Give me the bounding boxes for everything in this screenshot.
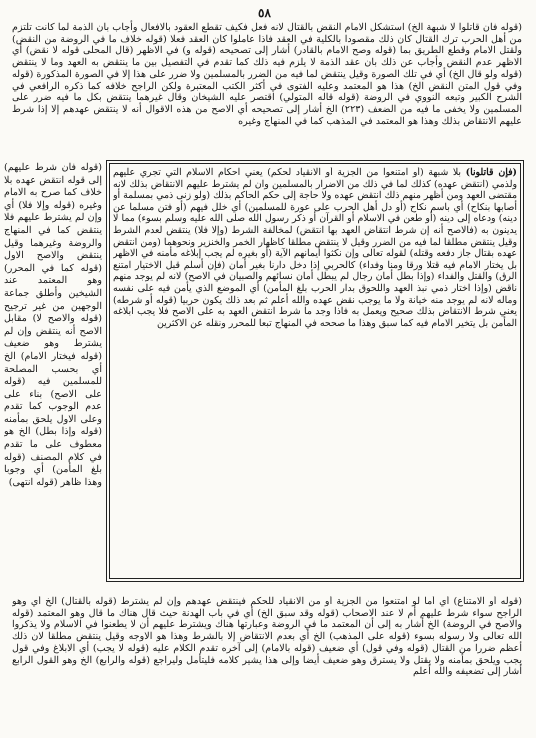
bottom-commentary: (قوله أو الامتناع) أي أما لو امتنعوا من الجزية أو من الانقياد للحكم فينتقض عهدهم وإن لم يشترط (قوله بالقتال) الخ أي وهو الراجح سواء شرط عليهم أم لا عند الاصحاب (قوله وقد سبق الخ) أي في باب الهدنة حيث قال هناك ما قال وهو المعتمد (قوله والاصح في الروضة) الخ أشار به إلى أن المعتمد ما في الروضة وعبارتها هناك ويشترط عليهم أن لا يطعنوا في الاسلام ولا يذكروا الله تعالى ولا رسوله بسوء (قوله على المذهب) الخ أي بعدم الانتقاض إلا بالشرط وهذا هو الاوجه وقيل ينتقض مطلقا لان ذلك أعظم ضررا من القتال (قوله وفي قول) أي ضعيف (قوله بالامام) إلى آخره تقدم الكلام عليه (قوله لا يجب) أي الابلاغ وفي قول يجب ويلحق بمأمنه ولا يقتل ولا يسترق وهو ضعيف أيضا وإلى هذا يشير كلامه فليتأمل وليراجع (قوله والرابع) الخ وهو القول الرابع أشار إلى تضعيفه والله أعلم <box>12 596 522 678</box>
page-number: ٥٨ <box>258 6 271 20</box>
main-text-body <box>113 167 517 575</box>
margin-commentary: (قوله فان شرط عليهم) إلى قوله انتقض عهده بلا خلاف كما صرح به الامام وغيره (قوله وإلا فلا) أي وإن لم يشترط عليهم فلا ينتقض كما في المنهاج والروضة وغيرهما وقيل ينتقض والاصح الاول (قوله كما في المحرر) وهو المعتمد عند الشيخين وأطلق جماعة الوجهين من غير ترجيح (قوله والاصح لا) مقابل الاصح أنه ينتقض وإن لم يشترط وهو ضعيف (قوله فيختار الامام) الخ أي بحسب المصلحة للمسلمين فيه (قوله على الاصح) بناء على عدم الوجوب كما تقدم وعلى الاول يلحق بمأمنه (قوله وإذا بطل) الخ هو معطوف على ما تقدم في كلام المصنف (قوله بلغ المأمن) أي وجوبا وهذا ظاهر (قوله انتهى) <box>4 162 102 488</box>
main-text-frame <box>106 160 524 582</box>
main-text-rubric: (فإن قاتلونا) <box>465 167 517 178</box>
top-commentary: (قوله فان قاتلوا لا شبهة الخ) استشكل الامام النقض بالقتال لانه فعل فكيف تقطع العقود بالافعال وأجاب بان الذمة لما كانت تلتزم من أهل الحرب ترك القتال كان ذلك مقصودا بالكلية في العقد فاذا عاملوا كان العقد فعلا (قوله خلاف ما في الروضة من النقض) ولقتل الامام وقطع الطريق بما (قوله وصح الامام بالقادر) أشار إلى تصحيحه (قوله و) في الاظهر (قال المحلى قوله لا نقض) أي الاظهر عدم النقض وأجاب عن ذلك بان عقد الذمة لا يلزم فيه ذلك كما تقدم في التفصيل بين ما ينتقض به العهد وما لا ينتقض (قوله ولو قال الخ) أي في تلك الصورة وقيل ينتقض لما فيه من الضرر بالمسلمين ولا ضرر على هذا إلا في الصورة المذكورة (قوله وفي قول المتن النقض الخ) هذا هو المعتمد وعليه الفتوى في أكثر الكتب المعتبرة ولكن الراجح خلافه كما ذكره الرافعي في الشرح الكبير وتبعه النووي في الروضة (قوله قاله المتولي) اقتصر عليه الشيخان وقال غيرهما ينتقض بكل ما فيه ضرر على المسلمين ولا يخفى ما فيه من الضعف (٢٢٣) الخ أشار إلى تصحيحه أي الاصح من هذه الاقوال أنه لا ينتقض عهدهم إلا إذا شرط عليهم الانتقاض بذلك وهذا هو المعتمد في المذهب كما في المنهاج وغيره <box>12 22 522 127</box>
main-text: بلا شبهة (أو امتنعوا من الجزية أو الانقياد لحكم) يعني احكام الاسلام التي تجري عليهم ولذمي (انتقض عهده) كذلك لما في ذلك من الاضرار بالمسلمين وان لم يشترط عليهم الانتقاض بذلك لانه مقتضى العهد ومن أظهر منهم ذلك انتقض عهده ولا حاجة إلى حكم الحاكم بذلك (ولو زنى ذمي بمسلمة أو أصابها بنكاح) أي باسم نكاح (أو دل أهل الحرب على عورة للمسلمين) أي خلل فيهم (أو فتن مسلما عن دينه) ودعاه إلى دينه (أو طعن في الاسلام أو القرآن أو ذكر رسول الله صلى الله عليه وسلم بسوء) مما لا يدينون به (فالاصح أنه إن شرط انتقاض العهد بها انتقض) لمخالفة الشرط (وإلا فلا) ينتقض لعدم الشرط وقيل ينتقض مطلقا لما فيه من الضرر وقيل لا ينتقض مطلقا كاظهار الخمر والخنزير ونحوهما (ومن انتقض عهده بقتال جاز دفعه وقتله) لقوله تعالى وإن نكثوا أيمانهم الآية (أو بغيره لم يجب إبلاغه مأمنه في الاظهر بل يختار الامام فيه قتلا ورقا ومنا وفداء) كالحربي إذا دخل دارنا بغير أمان (فإن أسلم قبل الاختيار امتنع الرق) والقتل والفداء (وإذا بطل أمان رجال لم يبطل أمان نسائهم والصبيان في الاصح) لانه لم يوجد منهم ناقض (وإذا اختار ذمي نبذ العهد واللحوق بدار الحرب بلغ المأمن) أي الموضع الذي يأمن فيه على نفسه وماله لانه لم يوجد منه خيانة ولا ما يوجب نقض عهده والله أعلم ثم بعد ذلك يكون حربيا (قوله أو شرطه) يعني شرط الانتقاض بذلك صحيح ويعمل به فاذا وجد ما شرط انتقض العهد به على الاصح فلا يجب ابلاغه المأمن بل يتخير الامام فيه كما سبق وهذا ما صححه في المنهاج تبعا للمحرر ونقله عن الاكثرين <box>113 167 517 329</box>
